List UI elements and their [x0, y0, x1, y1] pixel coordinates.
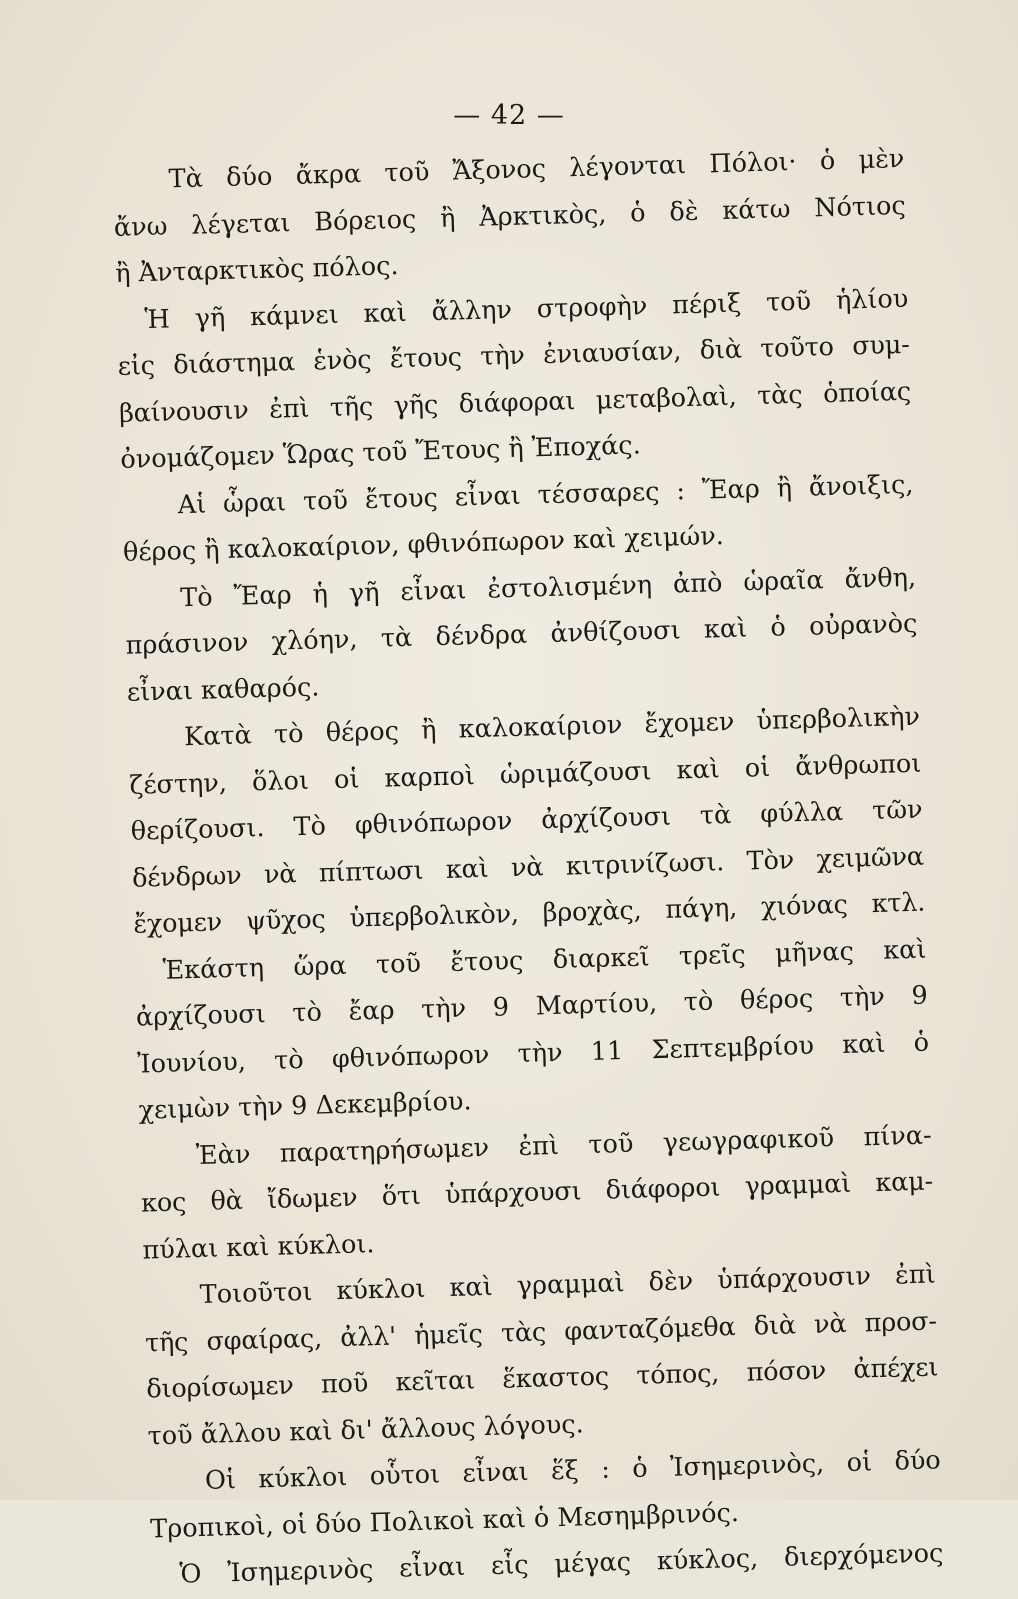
text-line: βαίνουσιν ἐπὶ τῆς γῆς διάφοραι μεταβολαὶ, τὰς ὁποίας [118, 376, 912, 429]
text-line: ὀνομάζομεν Ὥρας τοῦ Ἔτους ἢ Ἐποχάς. [120, 430, 642, 475]
text-line: τῆς σφαίρας, ἀλλ' ἡμεῖς τὰς φανταζόμεθα διὰ νὰ προσ- [144, 1305, 938, 1359]
text-line: εἶναι καθαρός. [126, 671, 320, 708]
text-line: πύλαι καὶ κύκλοι. [142, 1228, 375, 1266]
text-line: πράσινον χλόην, τὰ δένδρα ἀνθίζουσι καὶ ὁ οὐρανὸς [125, 608, 918, 661]
text-line: ζέστην, ὅλοι οἱ καρποὶ ὡριμάζουσι καὶ οἱ ἄνθρωποι [129, 748, 922, 801]
text-line: Ἑκάστη ὥρα τοῦ ἔτους διαρκεῖ τρεῖς μῆνας καὶ [162, 934, 927, 986]
text-line: Ἰουνίου, τὸ φθινόπωρον τὴν 11 Σεπτεμβρίου καὶ ὁ [136, 1027, 930, 1080]
text-line: Οἱ κύκλοι οὗτοι εἶναι ἕξ : ὁ Ἰσημερινὸς, οἱ δύο [204, 1445, 942, 1496]
text-line: ἔχομεν ψῦχος ὑπερβολικὸν, βροχὰς, πάγη, χιόνας κτλ. [132, 887, 926, 940]
text-line: Ὁ Ἰσημερινὸς εἶναι εἷς μέγας κύκλος, διερχόμενος [179, 1538, 944, 1590]
text-line: Τὰ δύο ἄκρα τοῦ Ἄξονος λέγονται Πόλοι· ὁ μὲν [168, 143, 905, 195]
text-line: Κατὰ τὸ θέρος ἢ καλοκαίριον ἔχομεν ὑπερβολικὴν [183, 701, 921, 753]
text-line: Τοιοῦτοι κύκλοι καὶ γραμμαὶ δὲν ὑπάρχουσιν ἐπὶ [199, 1259, 936, 1310]
text-line: ἄνω λέγεται Βόρειος ἢ Ἀρκτικὸς, ὁ δὲ κάτω Νότιος [113, 190, 907, 243]
text-line: θερίζουσι. Τὸ φθινόπωρον ἀρχίζουσι τὰ φύλλα τῶν [130, 794, 923, 847]
text-line: Τὸ Ἔαρ ἡ γῆ εἶναι ἐστολισμένη ἀπὸ ὡραῖα ἄνθη, [179, 562, 917, 613]
text-line: Αἱ ὧραι τοῦ ἔτους εἶναι τέσσαρες : Ἔαρ ἢ ἄνοιξις, [177, 469, 914, 520]
text-line: δένδρων νὰ πίπτωσι καὶ νὰ κιτρινίζωσι. Τὸν χειμῶνα [131, 841, 925, 894]
text-line: Ἡ γῆ κάμνει καὶ ἄλλην στροφὴν πέριξ τοῦ ἡλίου [144, 283, 909, 335]
text-line: διορίσωμεν ποῦ κεῖται ἕκαστος τόπος, πόσον ἀπέχει [145, 1352, 939, 1405]
page-number: — 42 — [453, 100, 565, 131]
text-line: τοῦ ἄλλου καὶ δι' ἄλλους λόγους. [147, 1408, 585, 1451]
text-line: θέρος ἢ καλοκαίριον, φθινόπωρον καὶ χειμών. [122, 521, 725, 568]
text-line: ἀρχίζουσι τὸ ἔαρ τὴν 9 Μαρτίου, τὸ θέρος τὴν 9 [135, 980, 929, 1033]
text-line: κος θὰ ἴδωμεν ὅτι ὑπάρχουσι διάφοροι γραμμαὶ καμ- [140, 1166, 934, 1219]
text-line: ἢ Ἀνταρκτικὸς πόλος. [114, 251, 399, 289]
text-line: εἰς διάστημα ἑνὸς ἔτους τὴν ἐνιαυσίαν, διὰ τοῦτο συμ- [117, 329, 910, 382]
text-line: Τροπικοὶ, οἱ δύο Πολικοὶ καὶ ὁ Μεσημβρινός. [149, 1497, 740, 1544]
text-line: χειμὼν τὴν 9 Δεκεμβρίου. [138, 1086, 472, 1126]
body-text [112, 136, 944, 1599]
text-line: Ἐὰν παρατηρήσωμεν ἐπὶ τοῦ γεωγραφικοῦ πίνα- [195, 1120, 933, 1171]
